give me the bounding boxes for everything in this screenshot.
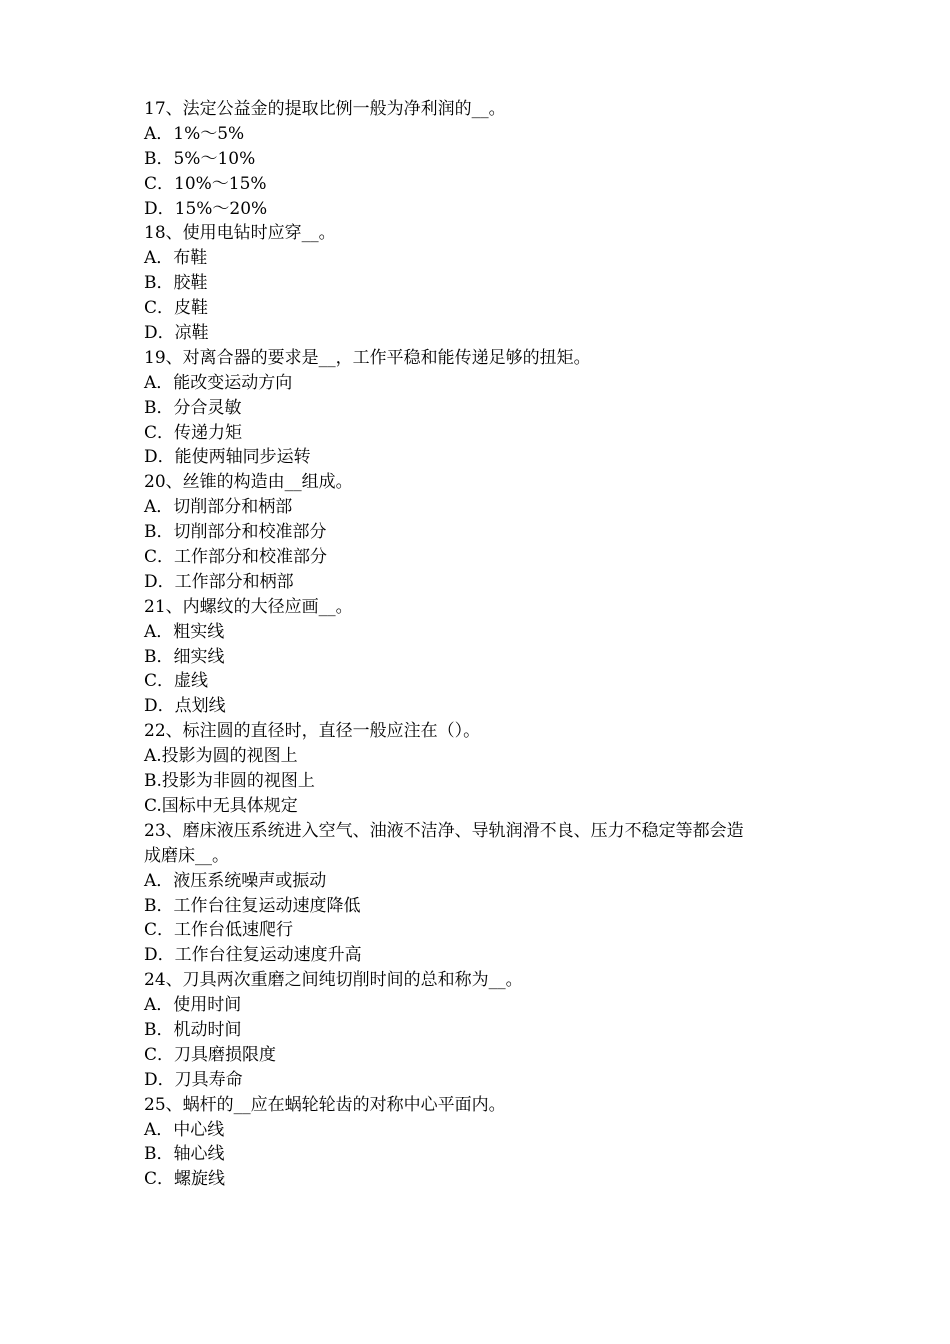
text-line: C．工作部分和校准部分 [144, 547, 328, 568]
text-line: D．点划线 [144, 696, 226, 717]
text-line: A．切削部分和柄部 [144, 497, 293, 518]
text-line: C．皮鞋 [144, 298, 209, 319]
text-line: D．工作台往复运动速度升高 [144, 945, 362, 966]
text-line: 24、刀具两次重磨之间纯切削时间的总和称为__。 [144, 970, 523, 991]
text-line: A．使用时间 [144, 995, 242, 1016]
question-text-block [144, 97, 824, 1192]
text-line: C．工作台低速爬行 [144, 920, 294, 941]
text-line: B．机动时间 [144, 1019, 242, 1040]
text-line: 19、对离合器的要求是__，工作平稳和能传递足够的扭矩。 [144, 347, 591, 368]
text-line: C.国标中无具体规定 [144, 795, 298, 816]
text-line: C．虚线 [144, 671, 209, 692]
text-line: A．液压系统噪声或振动 [144, 870, 327, 891]
text-line: D．能使两轴同步运转 [144, 447, 311, 468]
text-line: B．5%～10% [144, 148, 256, 169]
text-line: B．分合灵敏 [144, 397, 242, 418]
text-line: 成磨床__。 [144, 845, 229, 866]
text-line: B.投影为非圆的视图上 [144, 771, 315, 792]
text-line: A．能改变运动方向 [144, 372, 293, 393]
text-line: A.投影为圆的视图上 [144, 746, 298, 767]
text-line: D．凉鞋 [144, 323, 209, 344]
text-line: B．工作台往复运动速度降低 [144, 895, 361, 916]
text-line: C．刀具磨损限度 [144, 1044, 277, 1065]
text-line: 18、使用电钻时应穿__。 [144, 223, 336, 244]
text-line: 21、内螺纹的大径应画__。 [144, 596, 353, 617]
text-line: D．15%～20% [144, 198, 268, 219]
text-line: A．布鞋 [144, 248, 208, 269]
text-line: C．螺旋线 [144, 1169, 226, 1190]
text-line: A．1%～5% [144, 123, 245, 144]
text-line: 22、标注圆的直径时，直径一般应注在（）。 [144, 721, 481, 742]
text-line: A．中心线 [144, 1119, 225, 1140]
text-line: D．刀具寿命 [144, 1069, 243, 1090]
text-line: B．胶鞋 [144, 273, 208, 294]
text-line: B．轴心线 [144, 1144, 225, 1165]
text-line: D．工作部分和柄部 [144, 571, 294, 592]
text-line: C．传递力矩 [144, 422, 243, 443]
text-line: B．切削部分和校准部分 [144, 522, 327, 543]
text-line: 23、磨床液压系统进入空气、油液不洁净、导轨润滑不良、压力不稳定等都会造 [144, 820, 744, 841]
text-line: B．细实线 [144, 646, 225, 667]
text-line: 25、蜗杆的__应在蜗轮轮齿的对称中心平面内。 [144, 1094, 506, 1115]
text-line: C．10%～15% [144, 173, 267, 194]
text-line: A．粗实线 [144, 621, 225, 642]
text-line: 17、法定公益金的提取比例一般为净利润的__。 [144, 99, 506, 119]
text-line: 20、丝锥的构造由__组成。 [144, 472, 353, 493]
